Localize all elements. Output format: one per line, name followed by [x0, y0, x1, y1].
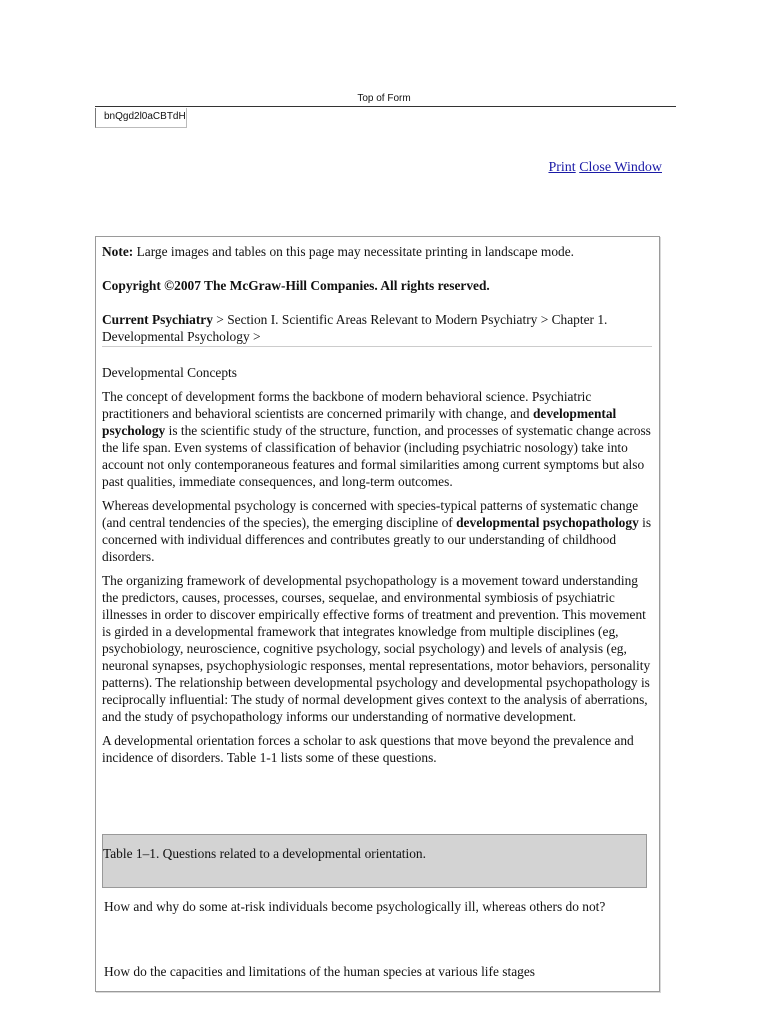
article-frame: [95, 236, 660, 992]
close-window-link[interactable]: Close Window: [579, 160, 662, 175]
paragraph-1: [102, 388, 652, 490]
section-title: Developmental Concepts: [102, 365, 237, 380]
paragraph-2: [102, 497, 652, 565]
paragraph-1-text-b: is the scientific study of the structure, function, and processes of systematic change across the life span. Even systems of classification of behavior (including psychiatric nosology) take into account not only contemporaneous features and formal similarities among current symptoms but also past qualities, immediate consequences, and long-term outcomes.: [102, 423, 651, 489]
note-label: Note:: [102, 244, 134, 259]
top-of-form-label: Top of Form: [357, 93, 411, 104]
table-caption-text: Table 1–1. Questions related to a developmental orientation.: [103, 846, 426, 861]
paragraph-4: A developmental orientation forces a scholar to ask questions that move beyond the prevalence and incidence of disorders. Table 1-1 lists some of these questions.: [102, 733, 634, 765]
article-body: [102, 243, 652, 766]
table-caption: [102, 834, 647, 888]
print-link[interactable]: Print: [548, 160, 576, 175]
paragraph-1-text-a: The concept of development forms the backbone of modern behavioral science. Psychiatric practitioners and behavioral scientists are concerned primarily with change, and: [102, 389, 592, 421]
breadcrumb-divider: [102, 346, 652, 347]
paragraph-2-text-a: Whereas developmental psychology is concerned with species-typical patterns of systematic change (and central tendencies of the species), the emerging discipline of: [102, 498, 639, 530]
hidden-form-field[interactable]: bnQgd2l0aCBTdH: [95, 108, 187, 128]
paragraph-2-text-b: is concerned with individual differences and contributes greatly to our understanding of childhood disorders.: [102, 515, 652, 564]
copyright-notice: Copyright ©2007 The McGraw-Hill Companies. All rights reserved.: [102, 278, 490, 293]
term-developmental-psychopathology: developmental psychopathology: [456, 515, 639, 530]
print-note: [102, 243, 652, 260]
paragraph-3: The organizing framework of developmental psychopathology is a movement toward understanding the predictors, causes, processes, courses, sequelae, and environmental symbiosis of psychiatric illnesses in order to discover empirically effective forms of treatment and prevention. This movement is girded in a developmental framework that integrates knowledge from multiple disciplines (eg, psychobiology, neuroscience, cognitive psychology, social psychology) and levels of analysis (eg, neuronal synapses, psychophysiologic responses, mental representations, motor behaviors, personality patterns). The relationship between developmental psychology and developmental psychopathology is reciprocally influential: The study of normal development gives context to the analysis of aberrations, and the study of psychopathology informs our understanding of normative development.: [102, 573, 651, 724]
breadcrumb-book: Current Psychiatry: [102, 312, 213, 327]
top-of-form-divider: [95, 106, 676, 107]
breadcrumb-path: > Section I. Scientific Areas Relevant to Modern Psychiatry > Chapter 1. Developmental Psychology >: [102, 312, 608, 344]
breadcrumb: [102, 311, 652, 345]
page-actions: [548, 160, 662, 176]
term-developmental-psychology: developmental psychology: [102, 406, 617, 438]
table-row: How do the capacities and limitations of the human species at various life stages: [104, 964, 535, 979]
table-row: How and why do some at-risk individuals become psychologically ill, whereas others do not?: [104, 899, 606, 914]
note-text: Large images and tables on this page may necessitate printing in landscape mode.: [133, 244, 575, 259]
